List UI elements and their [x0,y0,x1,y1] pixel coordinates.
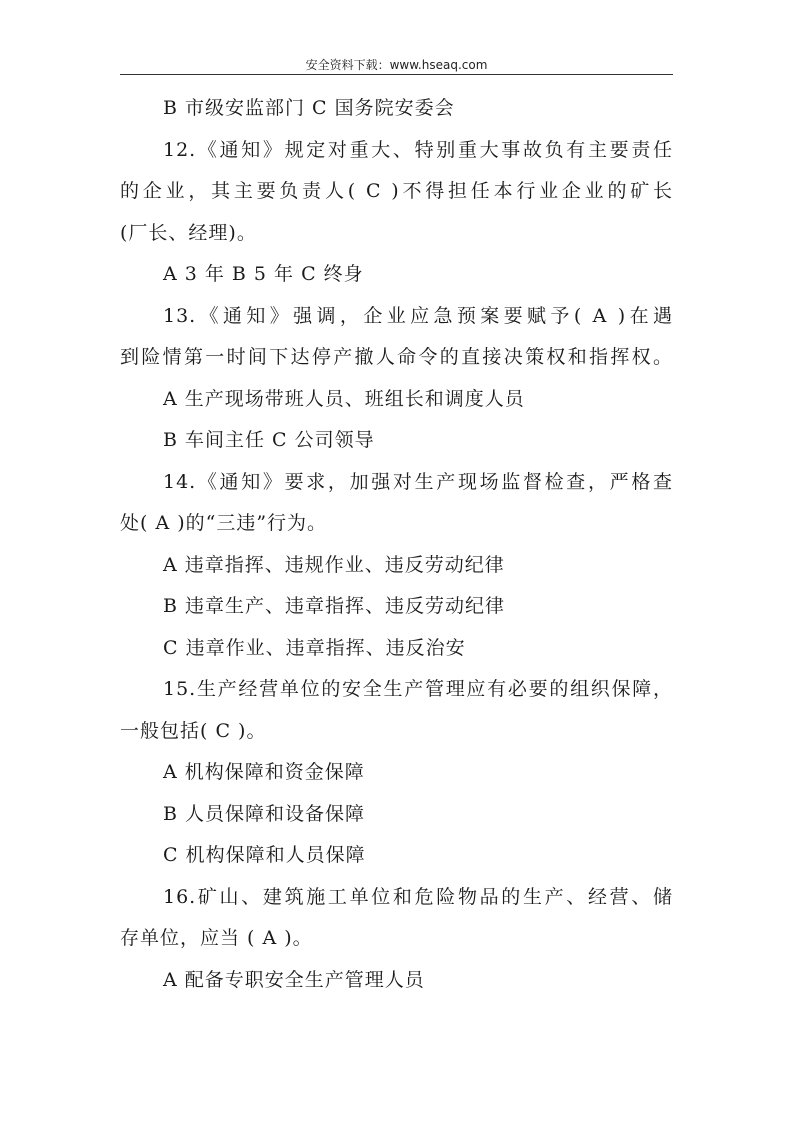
question-13-line-2: 到险情第一时间下达停产撤人命令的直接决策权和指挥权。 [120,346,673,368]
answer-option-line: A 机构保障和资金保障 [163,761,365,783]
answer-option-line: C 机构保障和人员保障 [163,844,366,866]
question-12-line-3: (厂长、经理)。 [120,221,257,244]
question-15-line-2: 一般包括( C )。 [120,719,267,742]
answer-option-line: A 生产现场带班人员、班组长和调度人员 [163,387,525,410]
header-divider [120,74,673,75]
question-12-line-2: 的企业，其主要负责人( C )不得担任本行业企业的矿长 [120,180,673,202]
answer-option-line: B 车间主任 C 公司领导 [163,429,375,451]
answer-option-line: B 违章生产、违章指挥、违反劳动纪律 [163,595,506,617]
question-12-line-1: 12.《通知》规定对重大、特别重大事故负有主要责任 [163,138,673,161]
answer-option-line: B 人员保障和设备保障 [163,802,366,825]
answer-option-line: A 违章指挥、违规作业、违反劳动纪律 [163,553,505,576]
question-16-line-1: 16.矿山、建筑施工单位和危险物品的生产、经营、储 [163,885,673,908]
answer-option-line: B 市级安监部门 C 国务院安委会 [163,97,455,119]
answer-option-line: A 配备专职安全生产管理人员 [163,968,425,991]
answer-option-line: A 3 年 B 5 年 C 终身 [163,263,364,285]
question-14-line-1: 14.《通知》要求，加强对生产现场监督检查，严格查 [163,470,673,493]
question-15-line-1: 15.生产经营单位的安全生产管理应有必要的组织保障， [163,678,673,700]
page-header: 安全资料下载：www.hseaq.com [305,58,488,72]
answer-option-line: C 违章作业、违章指挥、违反治安 [163,636,466,659]
question-13-line-1: 13.《通知》强调，企业应急预案要赋予( A )在遇 [163,304,673,327]
question-16-line-2: 存单位，应当 ( A )。 [120,927,313,949]
question-14-line-2: 处( A )的“三违”行为。 [120,512,328,534]
document-body [120,88,673,1001]
